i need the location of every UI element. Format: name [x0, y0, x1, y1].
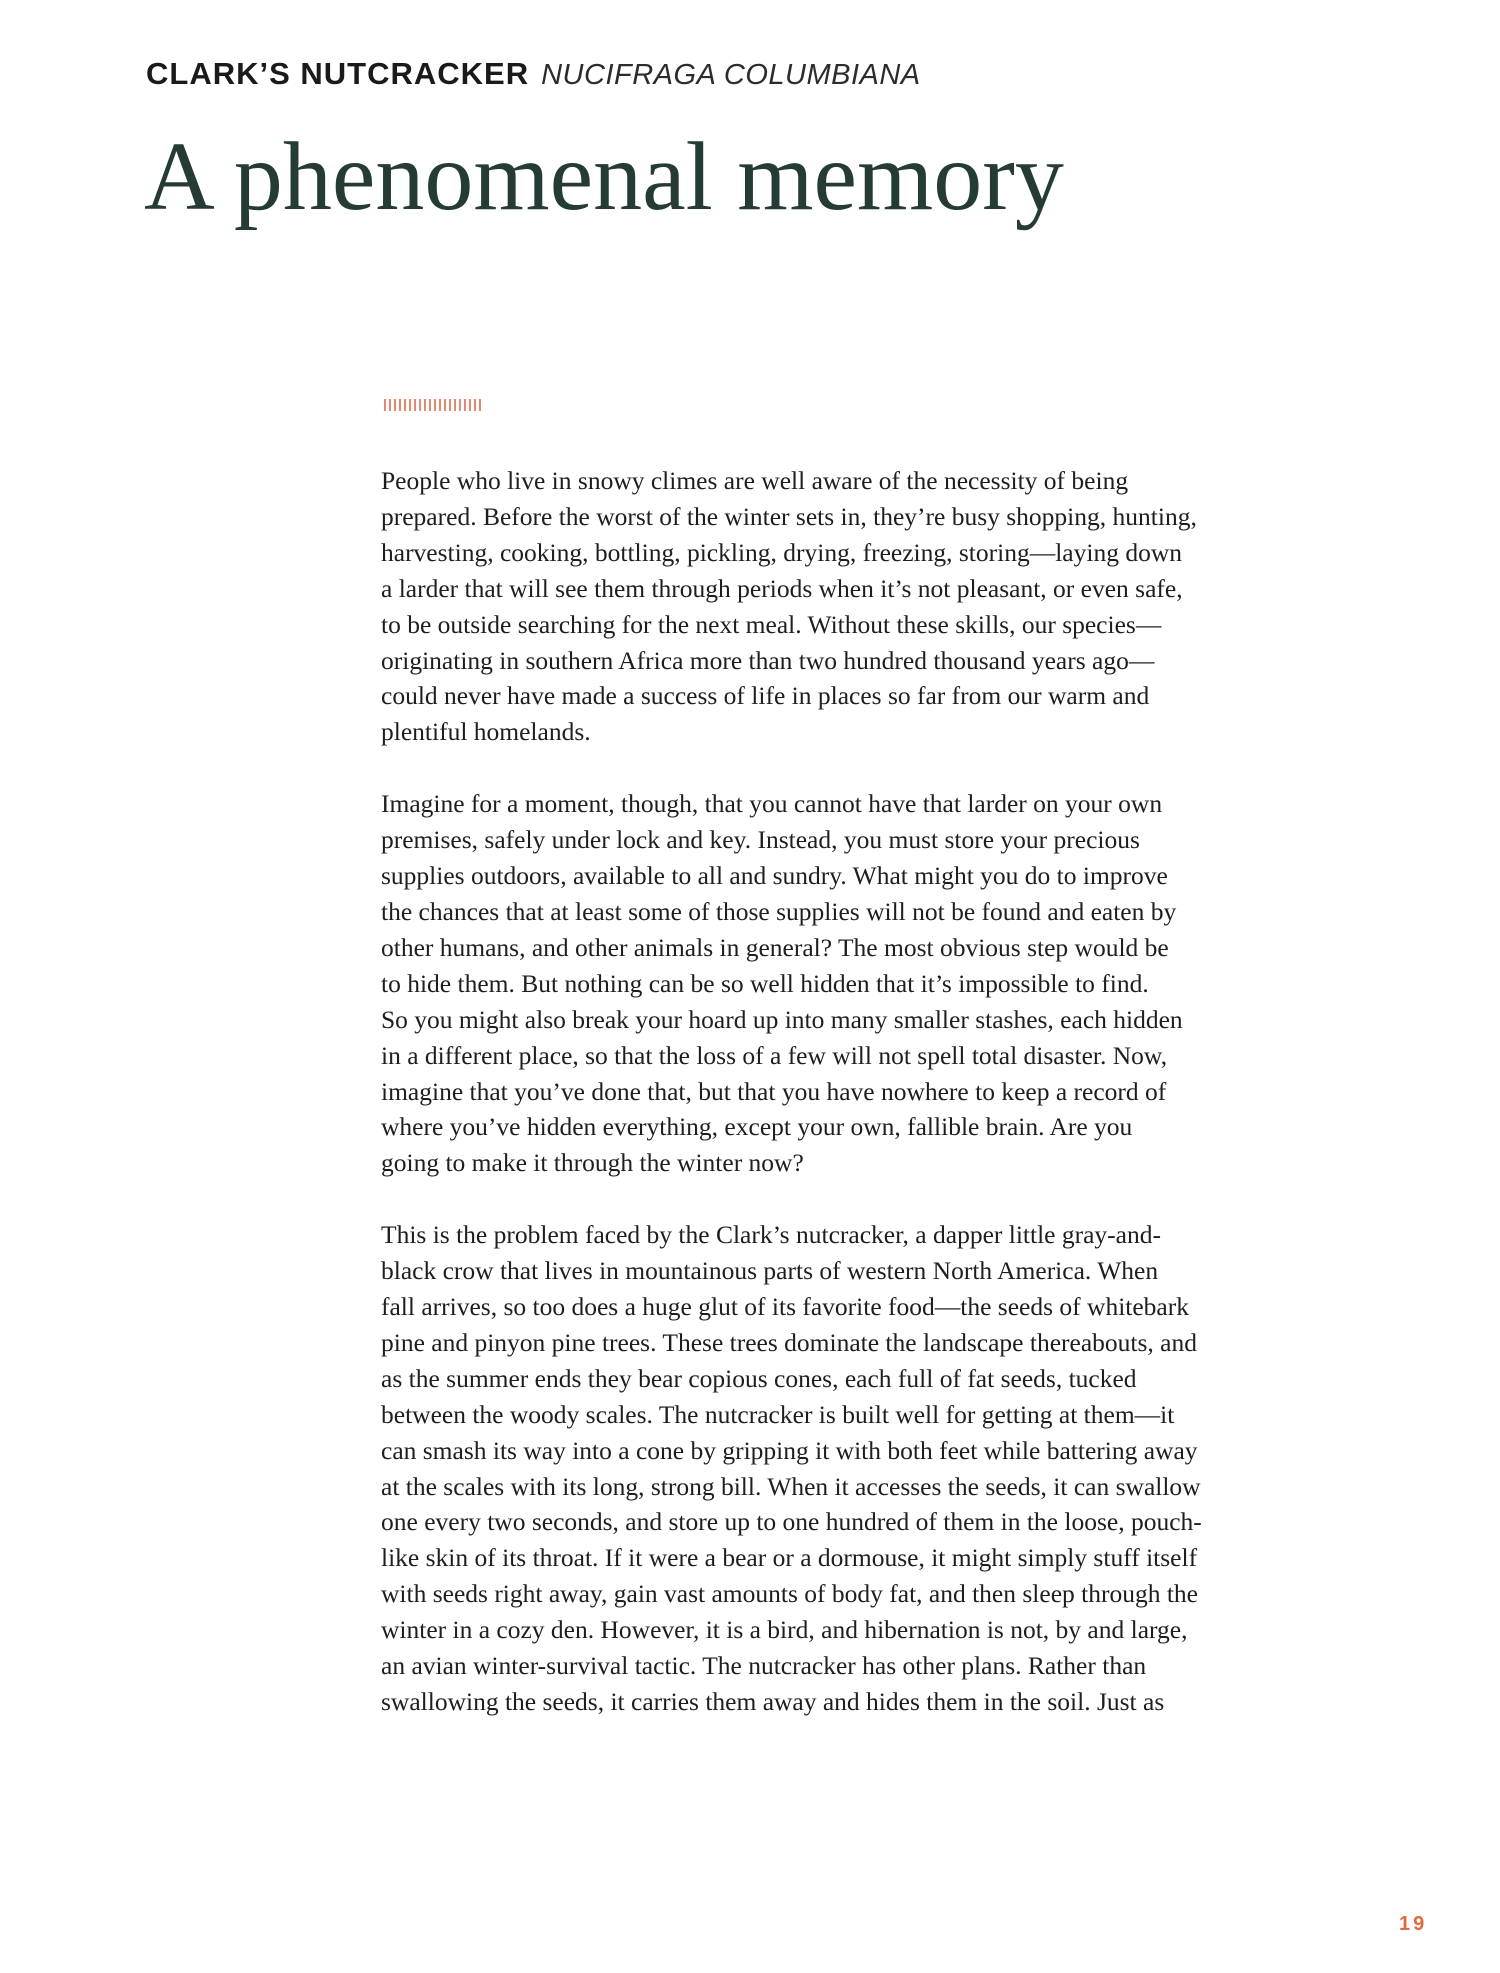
text-line: winter in a cozy den. However, it is a bird, and hibernation is not, by and large,	[381, 1615, 1188, 1645]
text-line: People who live in snowy climes are well aware of the necessity of being	[381, 466, 1129, 495]
text-line: other humans, and other animals in general? The most obvious step would be	[381, 932, 1169, 962]
text-line: one every two seconds, and store up to one hundred of them in the loose, pouch-	[381, 1507, 1202, 1537]
text-line: an avian winter-survival tactic. The nutcracker has other plans. Rather than	[381, 1651, 1147, 1681]
text-line: harvesting, cooking, bottling, pickling, drying, freezing, storing—laying down	[381, 537, 1182, 567]
text-line: can smash its way into a cone by gripping it with both feet while battering away	[381, 1435, 1198, 1465]
text-line: in a different place, so that the loss of a few will not spell total disaster. Now,	[381, 1040, 1168, 1070]
text-line: prepared. Before the worst of the winter sets in, they’re busy shopping, hunting,	[381, 501, 1197, 531]
species-common-name: CLARK’S NUTCRACKER	[146, 56, 530, 91]
text-line: This is the problem faced by the Clark’s nutcracker, a dapper little gray-and-	[381, 1220, 1161, 1250]
paragraph	[381, 1217, 1301, 1720]
text-line: black crow that lives in mountainous parts of western North America. When	[381, 1256, 1159, 1286]
text-line: plentiful homelands.	[381, 717, 591, 747]
text-line: originating in southern Africa more than two hundred thousand years ago—	[381, 645, 1155, 675]
text-line: swallowing the seeds, it carries them away and hides them in the soil. Just as	[381, 1687, 1165, 1716]
text-line: Imagine for a moment, though, that you cannot have that larder on your own	[381, 789, 1163, 819]
text-line: at the scales with its long, strong bill. When it accesses the seeds, it can swallow	[381, 1471, 1201, 1501]
body-text	[381, 463, 1301, 1756]
text-line: to be outside searching for the next meal. Without these skills, our species—	[381, 609, 1162, 639]
text-line: between the woody scales. The nutcracker is built well for getting at them—it	[381, 1399, 1175, 1429]
text-line: going to make it through the winter now?	[381, 1148, 804, 1178]
text-line: the chances that at least some of those supplies will not be found and eaten by	[381, 896, 1177, 926]
text-line: fall arrives, so too does a huge glut of its favorite food—the seeds of whitebark	[381, 1292, 1189, 1322]
decorative-ornament	[384, 399, 484, 411]
text-line: supplies outdoors, available to all and sundry. What might you do to improve	[381, 861, 1168, 891]
section-header	[146, 56, 921, 92]
text-line: could never have made a success of life in places so far from our warm and	[381, 681, 1150, 711]
text-line: imagine that you’ve done that, but that you have nowhere to keep a record of	[381, 1076, 1167, 1106]
text-line: a larder that will see them through periods when it’s not pleasant, or even safe,	[381, 573, 1183, 603]
paragraph	[381, 463, 1301, 750]
page-title: A phenomenal memory	[144, 123, 1064, 231]
text-line: where you’ve hidden everything, except your own, fallible brain. Are you	[381, 1112, 1133, 1142]
text-line: with seeds right away, gain vast amounts of body fat, and then sleep through the	[381, 1579, 1198, 1609]
text-line: as the summer ends they bear copious cones, each full of fat seeds, tucked	[381, 1363, 1137, 1393]
text-line: premises, safely under lock and key. Instead, you must store your precious	[381, 825, 1140, 855]
text-line: to hide them. But nothing can be so well hidden that it’s impossible to find.	[381, 968, 1149, 998]
paragraph	[381, 786, 1301, 1181]
text-line: So you might also break your hoard up into many smaller stashes, each hidden	[381, 1004, 1183, 1034]
page-number: 19	[1399, 1913, 1428, 1935]
text-line: pine and pinyon pine trees. These trees dominate the landscape thereabouts, and	[381, 1327, 1197, 1357]
text-line: like skin of its throat. If it were a bear or a dormouse, it might simply stuff itself	[381, 1543, 1198, 1573]
species-latin-name: NUCIFRAGA COLUMBIANA	[541, 59, 921, 91]
